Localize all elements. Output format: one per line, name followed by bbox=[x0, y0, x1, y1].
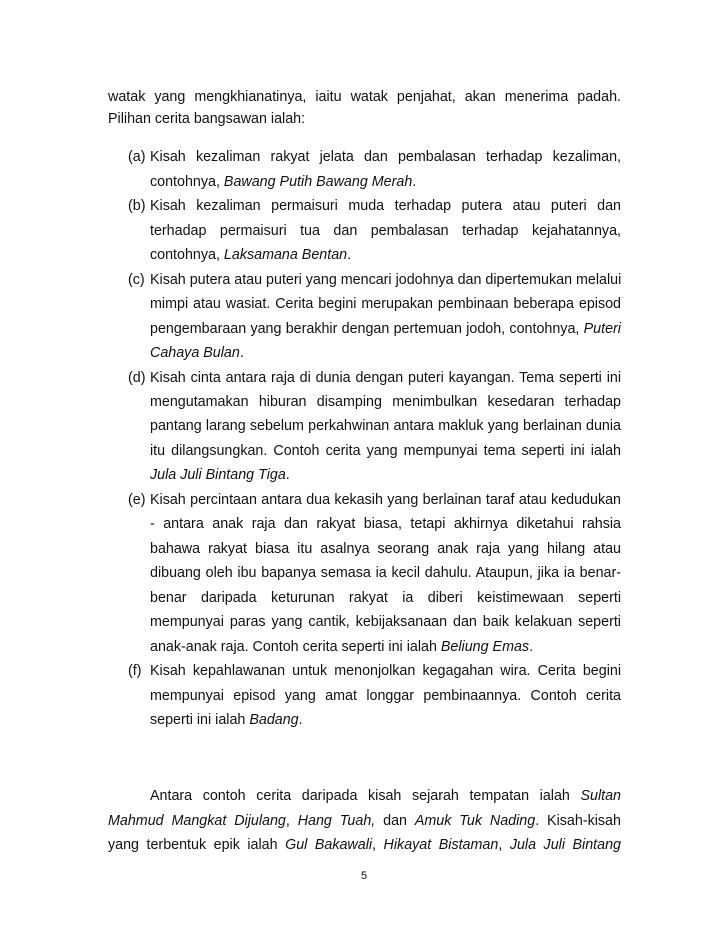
text-line: contohnya, Laksamana Bentan. bbox=[150, 247, 352, 263]
text-line: Kisah putera atau puteri yang mencari jodohnya dan dipertemukan melalui bbox=[150, 272, 622, 288]
text-line: watak yang mengkhianatinya, iaitu watak penjahat, akan menerima padah. bbox=[108, 89, 621, 105]
text-line: yang terbentuk epik ialah Gul Bakawali, Hikayat Bistaman, Jula Juli Bintang bbox=[108, 837, 621, 853]
item-label-f: (f) bbox=[128, 663, 142, 679]
story-title: Puteri bbox=[583, 321, 621, 337]
story-title: Amuk Tuk Nading bbox=[414, 813, 536, 829]
story-title: Bawang Putih Bawang Merah bbox=[223, 174, 413, 190]
story-title: Gul Bakawali bbox=[285, 837, 373, 853]
story-title: Jula Juli Bintang bbox=[509, 837, 621, 853]
text-line: Kisah kezaliman rakyat jelata dan pembalasan terhadap kezaliman, bbox=[150, 149, 621, 165]
item-label-e: (e) bbox=[128, 492, 146, 508]
text-line: Antara contoh cerita daripada kisah sejarah tempatan ialah Sultan bbox=[150, 788, 621, 804]
story-title: Cahaya Bulan bbox=[150, 345, 240, 361]
text-line: mempunyai episod yang amat longgar pembinaannya. Contoh cerita bbox=[150, 688, 621, 704]
item-label-b: (b) bbox=[128, 198, 146, 214]
text-line: Kisah kezaliman permaisuri muda terhadap putera atau puteri dan bbox=[150, 198, 621, 214]
text-line: seperti ini ialah Badang. bbox=[150, 712, 303, 728]
text-line: Kisah percintaan antara dua kekasih yang berlainan taraf atau kedudukan bbox=[150, 492, 621, 508]
story-title: Jula Juli Bintang Tiga bbox=[150, 467, 286, 483]
text-line: mimpi atau wasiat. Cerita begini merupakan pembinaan beberapa episod bbox=[150, 296, 621, 312]
text-line: Pilihan cerita bangsawan ialah: bbox=[108, 111, 306, 127]
story-title: Mahmud Mangkat Dijulang bbox=[108, 813, 286, 829]
text-line: pantang larang sebelum perkahwinan antara makluk yang berlainan dunia bbox=[150, 418, 621, 434]
item-label-c: (c) bbox=[128, 272, 145, 288]
text-line: contohnya, Bawang Putih Bawang Merah. bbox=[150, 174, 417, 190]
story-title: Sultan bbox=[580, 788, 621, 804]
item-label-d: (d) bbox=[128, 370, 146, 386]
text-line: - antara anak raja dan rakyat biasa, tetapi akhirnya diketahui rahsia bbox=[150, 516, 621, 532]
text-line: dibuang oleh ibu bapanya semasa ia kecil dahulu. Ataupun, jika ia benar- bbox=[150, 565, 621, 581]
text-line: Kisah kepahlawanan untuk menonjolkan kegagahan wira. Cerita begini bbox=[150, 663, 621, 679]
story-title: Badang bbox=[249, 712, 299, 728]
text-line: Cahaya Bulan. bbox=[150, 345, 244, 361]
story-title: Hang Tuah, bbox=[297, 813, 376, 829]
text-line: terhadap permaisuri tua dan pembalasan terhadap kejahatannya, bbox=[150, 223, 621, 239]
text-line: mengutamakan hiburan disamping menimbulkan kesedaran terhadap bbox=[150, 394, 621, 410]
text-line: Jula Juli Bintang Tiga. bbox=[150, 467, 290, 483]
story-title: Beliung Emas bbox=[440, 639, 530, 655]
text-line: bahawa rakyat biasa itu asalnya seorang anak raja yang hilang atau bbox=[150, 541, 621, 557]
text-line: Mahmud Mangkat Dijulang, Hang Tuah, dan Amuk Tuk Nading. Kisah-kisah bbox=[108, 813, 621, 829]
text-line: mempunyai paras yang cantik, kebijaksanaan dan baik kelakuan seperti bbox=[150, 614, 621, 630]
item-label-a: (a) bbox=[128, 149, 146, 165]
story-title: Laksamana Bentan bbox=[223, 247, 348, 263]
story-title: Hikayat Bistaman bbox=[383, 837, 499, 853]
text-line: pengembaraan yang berakhir dengan pertemuan jodoh, contohnya, Puteri bbox=[150, 321, 621, 337]
text-line: itu dilangsungkan. Contoh cerita yang mempunyai tema seperti ini ialah bbox=[150, 443, 621, 459]
text-line: Kisah cinta antara raja di dunia dengan puteri kayangan. Tema seperti ini bbox=[150, 370, 621, 386]
page-number: 5 bbox=[360, 870, 368, 882]
text-line: anak-anak raja. Contoh cerita seperti ini ialah Beliung Emas. bbox=[150, 639, 534, 655]
text-line: benar daripada keturunan rakyat ia diberi keistimewaan seperti bbox=[150, 590, 621, 606]
